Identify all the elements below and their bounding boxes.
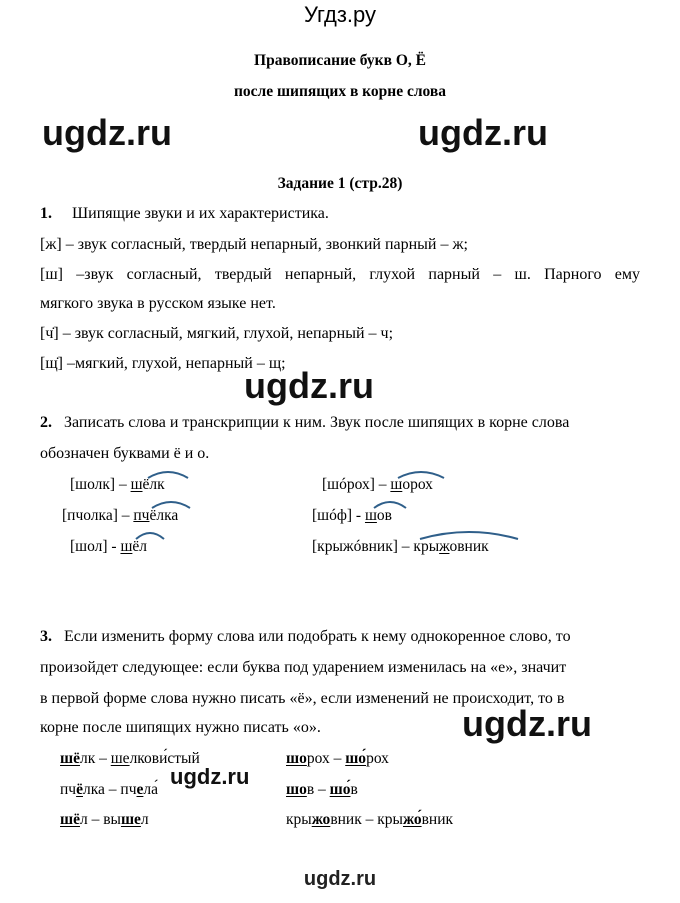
underlined-letters: жо́ — [402, 811, 422, 828]
example-pair — [286, 811, 453, 829]
underlined-letter: ш — [120, 538, 133, 555]
separator: – — [87, 811, 104, 828]
underlined-letters: ше — [120, 811, 141, 828]
word-rest: лкови́стый — [129, 750, 200, 767]
word-prefix: кры — [377, 811, 403, 828]
underlined-letters: шо́ — [345, 750, 367, 767]
root-arc — [150, 498, 192, 510]
underlined-letter: ш — [390, 476, 403, 493]
underlined-letters: шё — [60, 750, 80, 767]
item1-header — [40, 205, 329, 223]
item1-line-5: [щ̇] –мягкий, глухой, непарный – щ; — [40, 355, 286, 372]
underlined-letters: ше — [110, 750, 130, 767]
underlined-letters: шё — [60, 811, 80, 828]
word-rest: лк — [79, 750, 96, 767]
root-arc — [396, 468, 446, 480]
transcription: [шолк] – — [70, 476, 131, 493]
item3-line-2: произойдет следующее: если буква под ударением изменилась на «е», значит — [40, 659, 567, 676]
watermark-top-left: ugdz.ru — [42, 112, 172, 153]
underlined-letters: шо — [286, 750, 307, 767]
item3-line-3: в первой форме слова нужно писать «ё», если изменений не происходит, то в — [40, 690, 565, 707]
root-arc — [372, 498, 408, 510]
underlined-letters: е — [136, 781, 144, 798]
item2-number: 2. — [40, 414, 52, 431]
site-title: Угдз.ру — [303, 2, 377, 27]
transcription: [шол] - — [70, 538, 121, 555]
word-rest: ёлка — [149, 507, 179, 524]
word-prefix: кры — [286, 811, 312, 828]
item2-line-2: обозначен буквами ё и о. — [40, 445, 210, 462]
item1-line-2: [ш] –звук согласный, твердый непарный, глухой парный – ш. Парного ему — [40, 266, 640, 283]
root-arc — [418, 527, 520, 541]
word-prefix: пч — [60, 781, 77, 798]
word-rest: овник — [449, 538, 489, 555]
watermark-middle: ugdz.ru — [244, 365, 374, 406]
root-arc — [146, 468, 190, 480]
item3-number: 3. — [40, 628, 52, 645]
transcription: [пчолка] – — [62, 507, 134, 524]
item1-number: 1. — [40, 205, 52, 222]
item1-line-4: [ч̇] – звук согласный, мягкий, глухой, непарный – ч; — [40, 325, 394, 342]
word-rest: вник — [330, 811, 362, 828]
task-title: Задание 1 (стр.28) — [277, 175, 403, 192]
example-pair — [286, 781, 358, 799]
underlined-letter: ш — [364, 507, 377, 524]
item2-line-1 — [40, 414, 569, 432]
item1-text: Шипящие звуки и их характеристика. — [72, 205, 329, 222]
transcription: [шóрох] – — [322, 476, 391, 493]
word-prefix: кры — [413, 538, 440, 555]
separator: – — [95, 750, 111, 767]
word-rest: вник — [421, 811, 454, 828]
word-prefix: пч — [133, 507, 150, 524]
item3-line-4: корне после шипящих нужно писать «о». — [40, 719, 321, 736]
heading-line-2: после шипящих в корне слова — [233, 83, 447, 100]
word-rest: л — [140, 811, 149, 828]
item1-line-3: мягкого звука в русском языке нет. — [40, 295, 276, 312]
separator: – — [104, 781, 121, 798]
word-rest: ёлк — [142, 476, 165, 493]
root-arc — [134, 529, 166, 541]
word-prefix: пч — [120, 781, 137, 798]
watermark-top-right: ugdz.ru — [418, 112, 548, 153]
separator: – — [314, 781, 330, 798]
separator: – — [329, 750, 346, 767]
word-rest: рох — [366, 750, 389, 767]
item3-text: Если изменить форму слова или подобрать к нему однокоренное слово, то — [64, 628, 571, 645]
watermark-small: ugdz.ru — [170, 764, 250, 789]
separator: – — [361, 811, 378, 828]
item1-line-1: [ж] – звук согласный, твердый непарный, звонкий парный – ж; — [40, 236, 468, 253]
item3-line-1 — [40, 628, 571, 646]
item2-text: Записать слова и транскрипции к ним. Звук после шипящих в корне слова — [64, 414, 570, 431]
underlined-letter: ж — [439, 538, 450, 555]
example-pair — [286, 750, 389, 768]
heading-line-1: Правописание букв О, Ё — [254, 52, 426, 69]
word-rest: лка — [82, 781, 105, 798]
transcription: [шóф] - — [312, 507, 365, 524]
word-rest: в — [306, 781, 315, 798]
word-rest: ов — [376, 507, 392, 524]
underlined-letters: жо — [311, 811, 331, 828]
watermark-lower-right: ugdz.ru — [462, 703, 592, 744]
underlined-letters: шо — [286, 781, 307, 798]
word-prefix: вы — [103, 811, 121, 828]
example-pair — [60, 781, 158, 799]
watermark-bottom: ugdz.ru — [303, 868, 377, 890]
word-rest: рох — [306, 750, 330, 767]
transcription: [крыжóвник] – — [312, 538, 414, 555]
word-rest: ёл — [132, 538, 148, 555]
example-pair — [60, 811, 149, 829]
underlined-letters: шо́ — [329, 781, 351, 798]
underlined-letter: ш — [130, 476, 143, 493]
underlined-letters: ё — [76, 781, 83, 798]
word-rest: ла́ — [143, 781, 159, 798]
word-rest: в — [350, 781, 358, 798]
word-rest: л — [79, 811, 88, 828]
word-rest: орох — [402, 476, 433, 493]
